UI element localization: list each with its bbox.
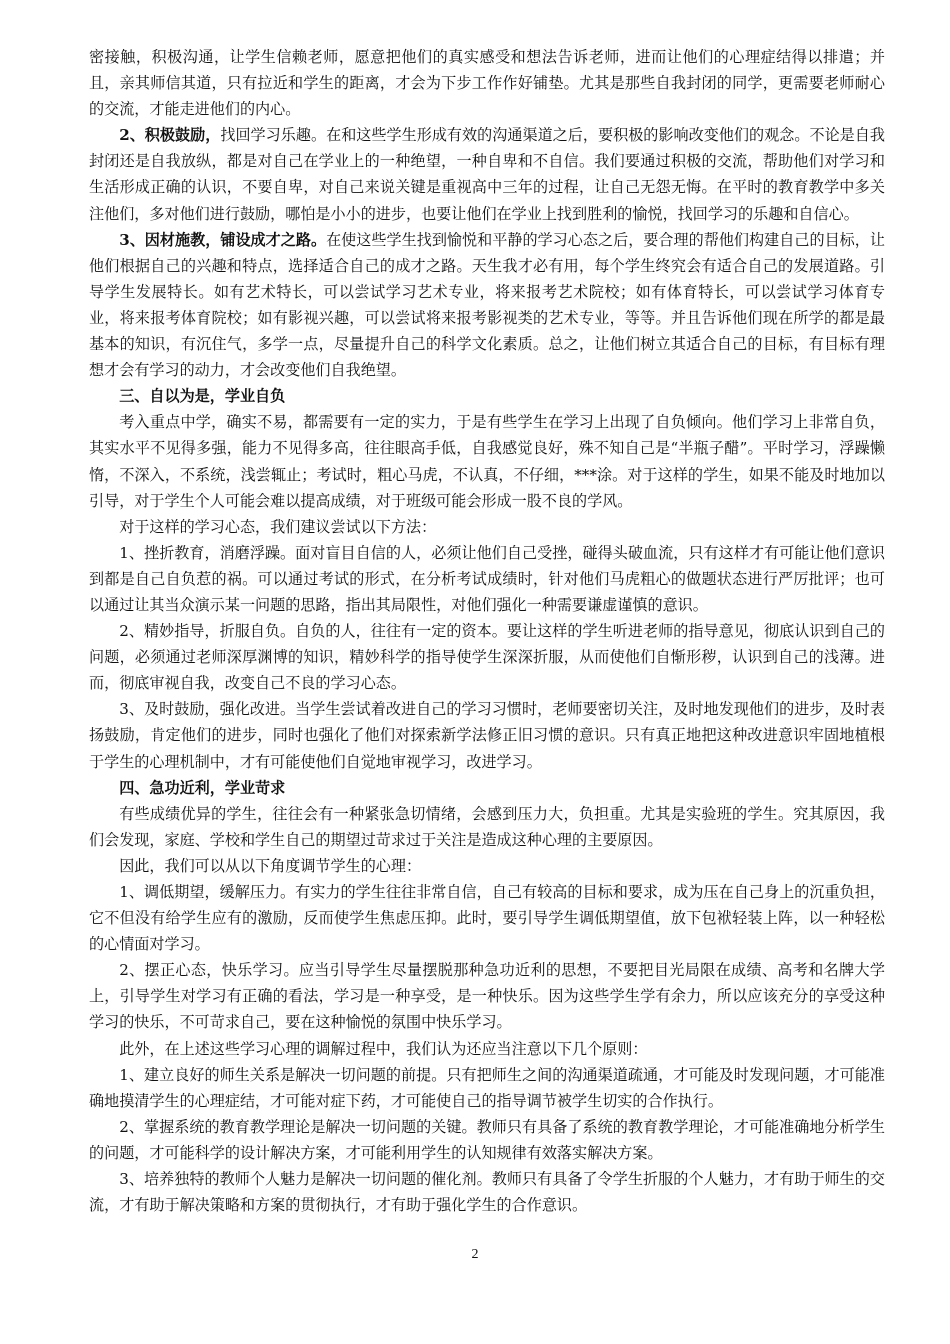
paragraph-14: 2、摆正心态，快乐学习。应当引导学生尽量摆脱那种急功近利的思想，不要把目光局限在成绩、高考和名牌大学上，引导学生对学习有正确的看法，学习是一种享受，是一种快乐。因为这些学生学有余力，所以应该充分的享受这种学习的快乐，不可苛求自己，要在这种愉悦的氛围中快乐学习。: [89, 961, 885, 1032]
paragraph-3: 3、因材施教，铺设成才之路。在使这些学生找到愉悦和平静的学习心态之后，要合理的帮他们构建自己的目标，让他们根据自己的兴趣和特点，选择适合自己的成才之路。天生我才必有用，每个学生终究会有适合自己的发展道路。引导学生发展特长。如有艺术特长，可以尝试学习艺术专业，将来报考艺术院校；如有体育特长，可以尝试学习体育专业，将来报考体育院校；如有影视兴趣，可以尝试将来报考影视类的艺术专业，等等。并且告诉他们现在所学的都是最基本的知识，有沉住气，多学一点，尽量提升自己的科学文化素质。总之，让他们树立其适合自己的目标，有目标有理想才会有学习的动力，才会改变他们自我绝望。: [89, 230, 885, 380]
paragraph-1: 密接触，积极沟通，让学生信赖老师，愿意把他们的真实感受和想法告诉老师，进而让他们的心理症结得以排遣；并且，亲其师信其道，只有拉近和学生的距离，才会为下步工作作好铺垫。尤其是那些自我封闭的同学，更需要老师耐心的交流，才能走进他们的内心。: [89, 48, 885, 119]
paragraph-lead: 2、积极鼓励，: [119, 126, 221, 145]
paragraph-9: 3、及时鼓励，强化改进。当学生尝试着改进自己的学习习惯时，老师要密切关注，及时地发现他们的进步，及时表扬鼓励，肯定他们的进步，同时也强化了他们对探索新学法修正旧习惯的意识。只有真正地把这种改进意识牢固地植根于学生的心理机制中，才有可能使他们自觉地审视学习，改进学习。: [89, 700, 885, 771]
paragraph-6: 对于这样的学习心态，我们建议尝试以下方法：: [119, 517, 437, 536]
paragraph-17: 2、掌握系统的教育教学理论是解决一切问题的关键。教师只有具备了系统的教育教学理论，才可能准确地分析学生的问题，才可能科学的设计解决方案，才可能利用学生的认知规律有效落实解决方案。: [89, 1117, 885, 1162]
paragraph-13: 1、调低期望，缓解压力。有实力的学生往往非常自信，自己有较高的目标和要求，成为压在自己身上的沉重负担，它不但没有给学生应有的激励，反而使学生焦虑压抑。此时，要引导学生调低期望值，放下包袱轻装上阵，以一种轻松的心情面对学习。: [89, 883, 885, 954]
paragraph-7: 1、挫折教育，消磨浮躁。面对盲目自信的人，必须让他们自己受挫，碰得头破血流，只有这样才有可能让他们意识到都是自己自负惹的祸。可以通过考试的形式，在分析考试成绩时，针对他们马虎粗心的做题状态进行严厉批评；也可以通过让其当众演示某一问题的思路，指出其局限性，对他们强化一种需要谦虚谨慎的意识。: [89, 543, 885, 614]
paragraph-2: 2、积极鼓励，找回学习乐趣。在和这些学生形成有效的沟通渠道之后，要积极的影响改变他们的观念。不论是自我封闭还是自我放纵，都是对自己在学业上的一种绝望，一种自卑和不自信。我们要通过积极的交流，帮助他们对学习和生活形成正确的认识，不要自卑，对自己来说关键是重视高中三年的过程，让自己无怨无悔。在平时的教育教学中多关注他们，多对他们进行鼓励，哪怕是小小的进步，也要让他们在学业上找到胜利的愉悦，找回学习的乐趣和自信心。: [89, 126, 885, 223]
paragraph-11: 有些成绩优异的学生，往往会有一种紧张急切情绪，会感到压力大，负担重。尤其是实验班的学生。究其原因，我们会发现，家庭、学校和学生自己的期望过苛求过于关注是造成这种心理的主要原因。: [89, 804, 885, 849]
document-body: [89, 44, 885, 1218]
paragraph-18: 3、培养独特的教师个人魅力是解决一切问题的催化剂。教师只有具备了令学生折服的个人魅力，才有助于师生的交流，才有助于解决策略和方案的贯彻执行，才有助于强化学生的合作意识。: [89, 1170, 885, 1215]
paragraph-lead: 3、因材施教，铺设成才之路。: [119, 230, 327, 249]
paragraph-15: 此外，在上述这些学习心理的调解过程中，我们认为还应当注意以下几个原则：: [119, 1039, 648, 1058]
paragraph-5: 考入重点中学，确实不易，都需要有一定的实力，于是有些学生在学习上出现了自负倾向。他们学习上非常自负，其实水平不见得多强，能力不见得多高，往往眼高手低，自我感觉良好，殊不知自己是“半瓶子醋”。平时学习，浮躁懒惰，不深入，不系统，浅尝辄止；考试时，粗心马虎，不认真，不仔细，***涂。对于这样的学生，如果不能及时地加以引导，对于学生个人可能会难以提高成绩，对于班级可能会形成一股不良的学风。: [89, 413, 885, 510]
section-heading-3: 三、自以为是，学业自负: [119, 387, 286, 406]
page-number: 2: [471, 1247, 479, 1262]
paragraph-16: 1、建立良好的师生关系是解决一切问题的前提。只有把师生之间的沟通渠道疏通，才可能及时发现问题，才可能准确地摸清学生的心理症结，才可能对症下药，才可能使自己的指导调节被学生切实的合作执行。: [89, 1065, 885, 1110]
paragraph-8: 2、精妙指导，折服自负。自负的人，往往有一定的资本。要让这样的学生听进老师的指导意见，彻底认识到自己的问题，必须通过老师深厚渊博的知识，精妙科学的指导使学生深深折服，从而使他们自惭形秽，认识到自己的浅薄。进而，彻底审视自我，改变自己不良的学习心态。: [89, 622, 885, 693]
section-heading-4: 四、急功近利，学业苛求: [119, 778, 286, 797]
paragraph-12: 因此，我们可以从以下角度调节学生的心理：: [119, 856, 422, 875]
